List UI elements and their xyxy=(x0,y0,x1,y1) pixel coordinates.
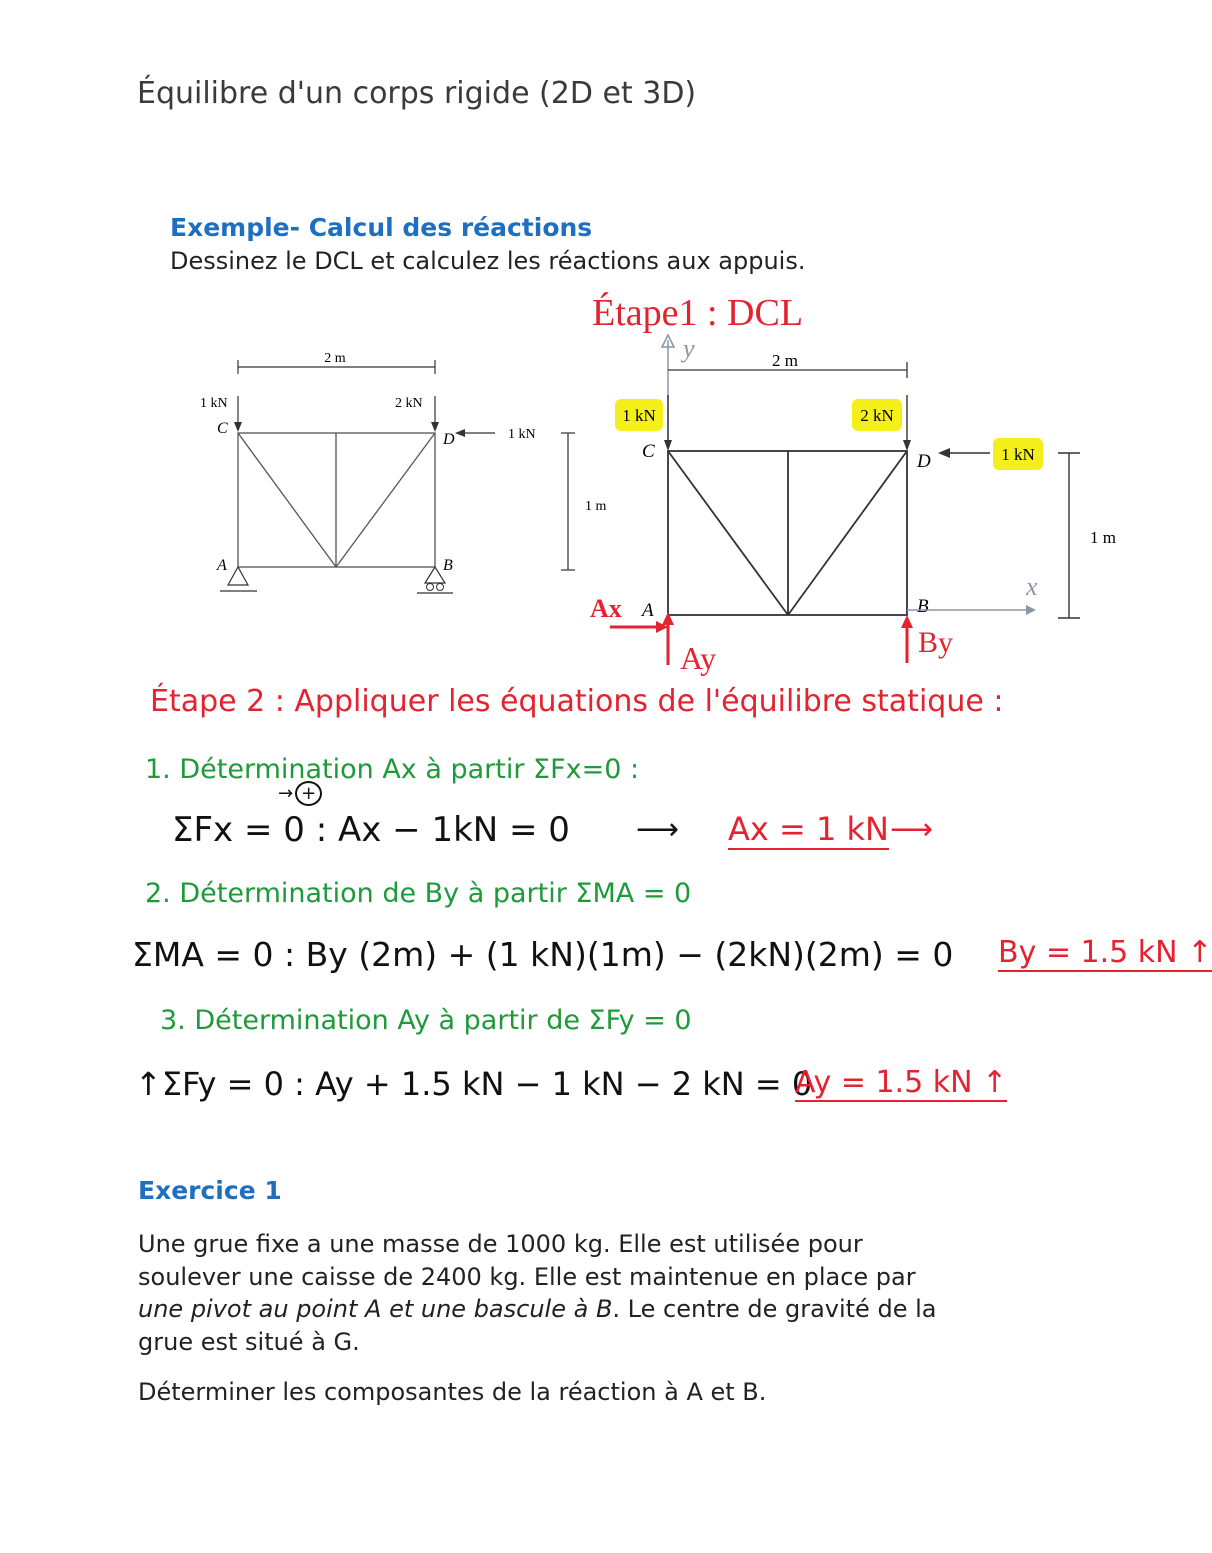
fig1-dim-width: 2 m xyxy=(324,351,346,366)
step2-text: Étape 2 : Appliquer les équations de l'équilibre statique : xyxy=(150,684,1004,719)
fig1-node-b: B xyxy=(443,557,453,574)
fig2-load-d: 2 kN xyxy=(860,406,894,425)
equation-2: ΣMA = 0 : By (2m) + (1 kN)(1m) − (2kN)(2m) = 0 xyxy=(132,935,954,974)
truss-figure-original xyxy=(195,340,607,610)
fig2-node-c: C xyxy=(642,441,655,462)
exercise-body xyxy=(138,1228,968,1358)
exercise-title: Exercice 1 xyxy=(138,1176,282,1205)
exercise-body-italic: une pivot au point A et une bascule à B xyxy=(138,1295,613,1323)
reaction-ay-label: Ay xyxy=(680,640,717,676)
axis-y-label: y xyxy=(683,334,695,363)
fig1-load-d: 2 kN xyxy=(395,396,423,411)
substep-2: 2. Détermination de By à partir ΣMA = 0 xyxy=(145,878,692,909)
fig1-pin-support-a xyxy=(228,567,248,585)
step1-label: Étape1 : DCL xyxy=(592,292,804,334)
result-by: By = 1.5 kN ↑ xyxy=(998,935,1212,970)
fig2-dim-width: 2 m xyxy=(772,351,798,370)
exercise-body-text-2: . Le centre de gravité de la grue est situé à G. xyxy=(138,1295,937,1356)
fig2-node-d: D xyxy=(917,451,931,472)
example-instruction: Dessinez le DCL et calculez les réactions aux appuis. xyxy=(170,247,806,275)
fig2-load-c: 1 kN xyxy=(622,406,656,425)
sign-plus-1: → + xyxy=(278,783,322,804)
substep-3: 3. Détermination Ay à partir de ΣFy = 0 xyxy=(160,1005,692,1036)
fig1-node-d: D xyxy=(443,431,455,448)
fig2-load-h: 1 kN xyxy=(1001,445,1035,464)
substep-1: 1. Détermination Ax à partir ΣFx=0 : xyxy=(145,754,640,785)
result-ax: Ax = 1 kN xyxy=(728,810,889,848)
fig1-node-a: A xyxy=(217,557,227,574)
fig1-node-c: C xyxy=(217,420,228,437)
truss-figure-dcl xyxy=(580,285,1200,685)
fig2-node-a: A xyxy=(642,600,654,621)
fig1-roller-support-b xyxy=(425,567,445,583)
step2-heading xyxy=(150,684,1003,719)
exercise-question: Déterminer les composantes de la réaction à A et B. xyxy=(138,1378,767,1406)
equation-1: ΣFx = 0 : Ax − 1kN = 0 xyxy=(172,810,570,850)
fig1-load-c: 1 kN xyxy=(200,396,228,411)
arrow-ax: ⟶ xyxy=(890,812,934,847)
equation-3: ↑ΣFy = 0 : Ay + 1.5 kN − 1 kN − 2 kN = 0 xyxy=(135,1065,813,1103)
exercise-body-text-1: Une grue fixe a une masse de 1000 kg. Elle est utilisée pour soulever une caisse de 2400 kg. Elle est maintenue en place par xyxy=(138,1230,916,1291)
reaction-by-label: By xyxy=(918,626,954,659)
arrow-1: ⟶ xyxy=(636,812,680,847)
fig2-node-b: B xyxy=(917,596,929,617)
page-title: Équilibre d'un corps rigide (2D et 3D) xyxy=(137,76,697,111)
example-title: Exemple- Calcul des réactions xyxy=(170,213,593,242)
plus-sign-1: + xyxy=(295,781,322,806)
axis-x-label: x xyxy=(1026,572,1038,601)
fig2-dim-height: 1 m xyxy=(1090,528,1116,547)
reaction-ax-label: Ax xyxy=(590,594,622,623)
result-ay: Ay = 1.5 kN ↑ xyxy=(795,1065,1008,1100)
fig1-load-h: 1 kN xyxy=(508,427,536,442)
fig1-dim-height: 1 m xyxy=(585,499,607,514)
